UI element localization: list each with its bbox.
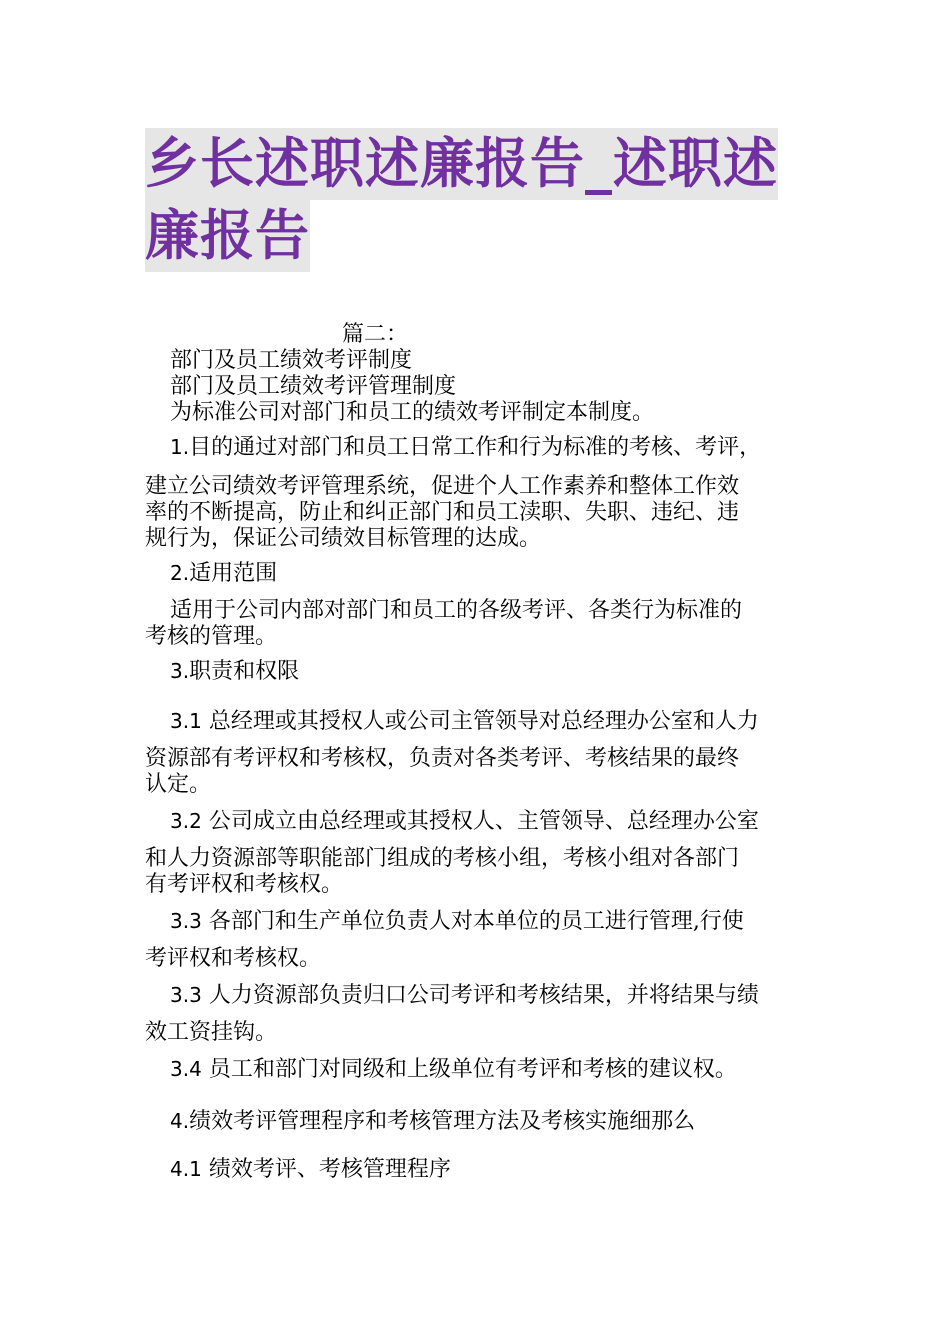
body-line	[170, 560, 277, 587]
item-number: 2.	[170, 561, 190, 585]
body-line	[170, 908, 744, 935]
body-line: 考核的管理。	[145, 624, 278, 649]
item-text: 职责和权限	[189, 659, 300, 684]
item-text: 适用范围	[189, 561, 278, 586]
body-line: 为标准公司对部门和员工的绩效考评制定本制度。	[170, 400, 655, 425]
item-text: 目的通过对部门和员工日常工作和行为标准的考核、考评，	[189, 435, 762, 460]
body-line: 认定。	[145, 772, 212, 797]
item-number: 3.4	[170, 1057, 202, 1081]
body-line	[170, 434, 761, 461]
item-number: 3.	[170, 659, 190, 683]
body-line: 效工资挂钩。	[145, 1020, 278, 1045]
body-line: 部门及员工绩效考评管理制度	[170, 374, 457, 399]
body-line: 率的不断提高，防止和纠正部门和员工渎职、失职、违纪、违	[145, 500, 740, 525]
body-line: 建立公司绩效考评管理系统，促进个人工作素养和整体工作效	[145, 474, 740, 499]
item-number: 4.1	[170, 1157, 202, 1181]
item-number: 4.	[170, 1109, 190, 1133]
body-line	[170, 658, 299, 685]
body-line: 和人力资源部等职能部门组成的考核小组，考核小组对各部门	[145, 846, 740, 871]
body-line	[170, 1108, 695, 1135]
item-text: 人力资源部负责归口公司考评和考核结果，并将结果与绩	[208, 983, 759, 1008]
body-line: 考评权和考核权。	[145, 946, 322, 971]
body-line: 规行为，保证公司绩效目标管理的达成。	[145, 526, 542, 551]
item-text: 绩效考评、考核管理程序	[208, 1157, 451, 1182]
title-line-1: 乡长述职述廉报告_述职述	[145, 128, 778, 200]
item-text: 各部门和生产单位负责人对本单位的员工进行管理,行使	[208, 909, 744, 934]
body-line	[170, 708, 759, 735]
item-number: 3.3	[170, 909, 202, 933]
section-label: 篇二：	[342, 322, 409, 347]
item-text: 公司成立由总经理或其授权人、主管领导、总经理办公室	[208, 809, 759, 834]
body-line	[170, 1156, 451, 1183]
item-number: 3.1	[170, 709, 202, 733]
item-text: 员工和部门对同级和上级单位有考评和考核的建议权。	[208, 1057, 737, 1082]
body-line	[170, 982, 759, 1009]
document-title	[145, 128, 825, 272]
body-line: 适用于公司内部对部门和员工的各级考评、各类行为标准的	[170, 598, 743, 623]
item-text: 总经理或其授权人或公司主管领导对总经理办公室和人力	[208, 709, 759, 734]
body-line: 有考评权和考核权。	[145, 872, 344, 897]
body-line	[170, 1056, 737, 1083]
title-line-2: 廉报告	[145, 200, 310, 272]
item-text: 绩效考评管理程序和考核管理方法及考核实施细那么	[189, 1109, 696, 1134]
item-number: 3.2	[170, 809, 202, 833]
item-number: 3.3	[170, 983, 202, 1007]
body-line: 资源部有考评权和考核权，负责对各类考评、考核结果的最终	[145, 746, 740, 771]
item-number: 1.	[170, 435, 190, 459]
body-line: 部门及员工绩效考评制度	[170, 348, 413, 373]
body-line	[170, 808, 759, 835]
